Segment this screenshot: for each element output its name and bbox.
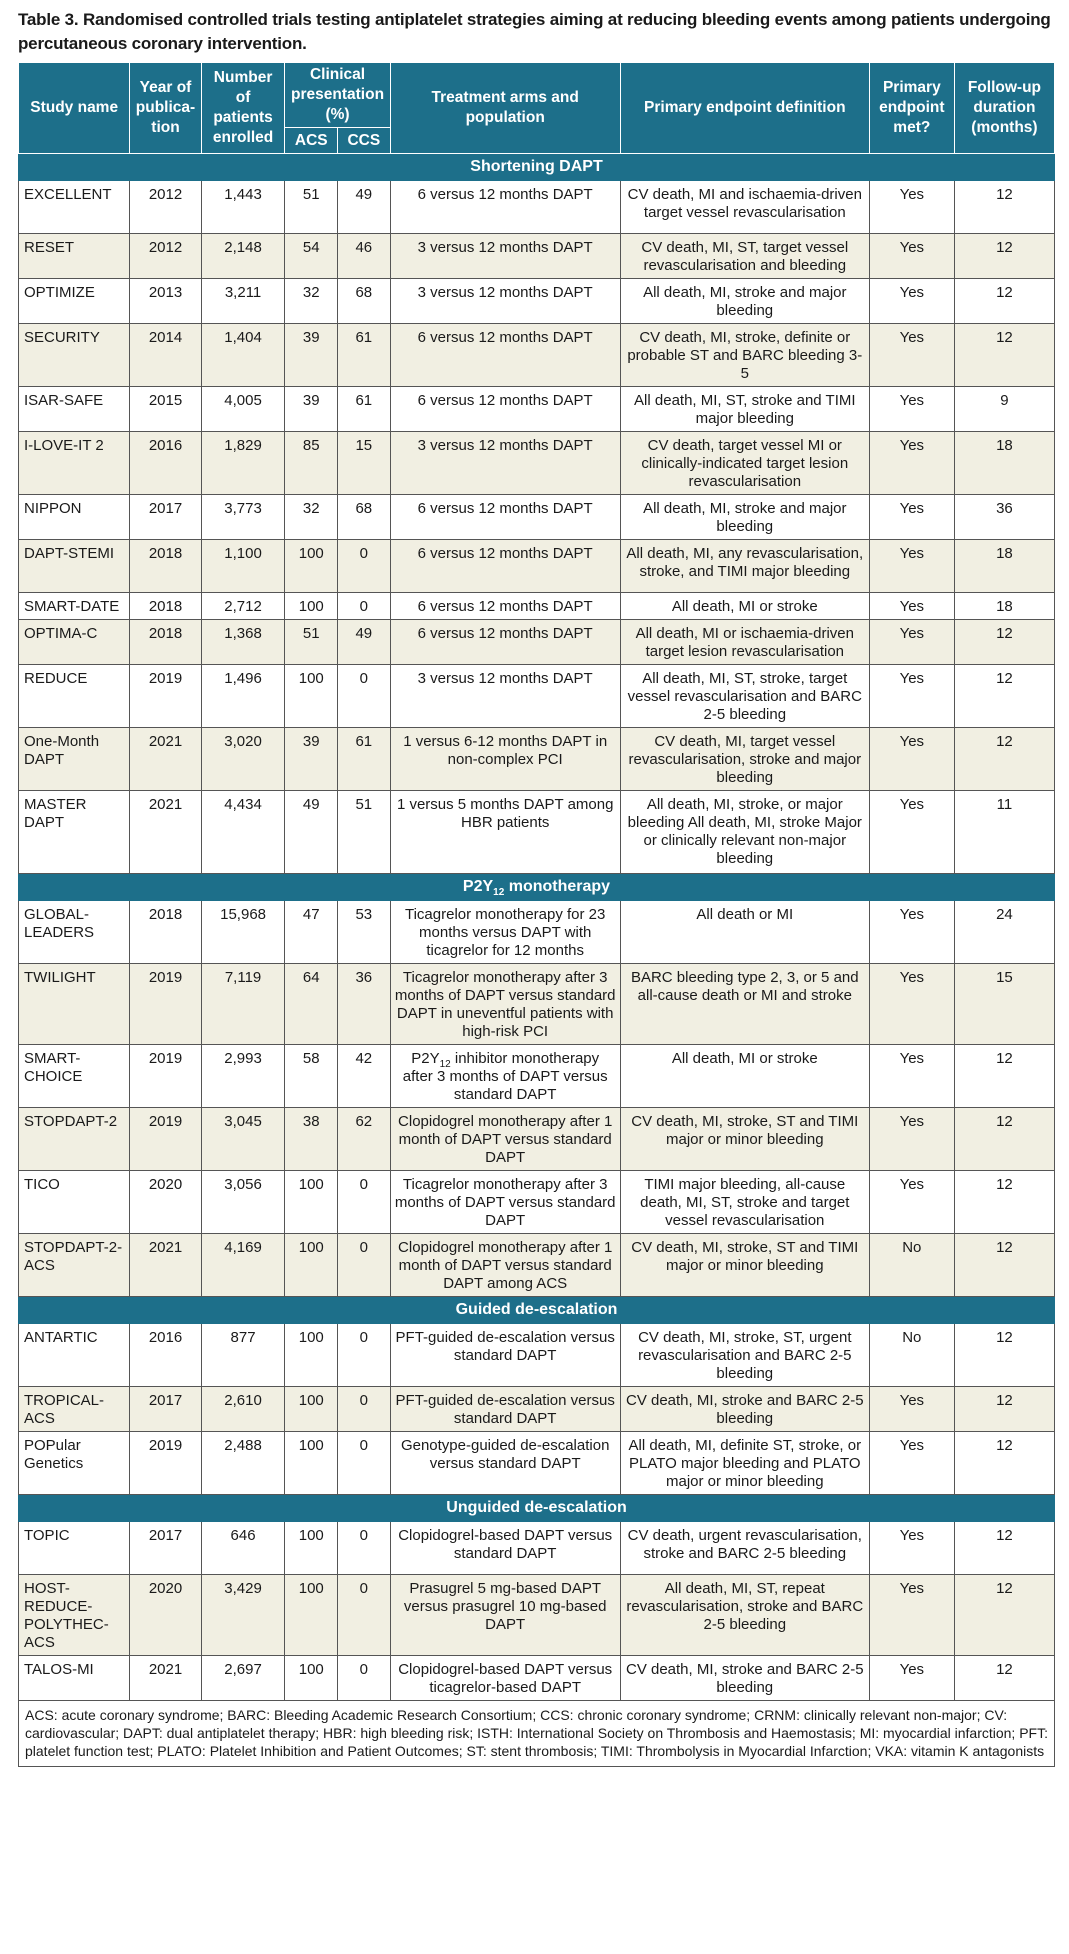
cell-acs: 100	[285, 593, 338, 620]
cell-endpoint-met: Yes	[869, 593, 954, 620]
cell-year: 2012	[130, 234, 201, 279]
cell-year: 2018	[130, 540, 201, 593]
table-row	[19, 1108, 1055, 1171]
cell-study-name: TWILIGHT	[19, 964, 130, 1045]
cell-treatment-arms: 3 versus 12 months DAPT	[390, 665, 620, 728]
cell-study-name: OPTIMA-C	[19, 620, 130, 665]
section-title: Guided de-escalation	[19, 1297, 1055, 1324]
cell-follow-up: 12	[954, 234, 1054, 279]
cell-acs: 100	[285, 1387, 338, 1432]
cell-acs: 64	[285, 964, 338, 1045]
cell-endpoint: All death, MI or ischaemia-driven target lesion revascularisation	[620, 620, 869, 665]
cell-study-name: NIPPON	[19, 495, 130, 540]
cell-year: 2021	[130, 1656, 201, 1701]
cell-ccs: 46	[338, 234, 391, 279]
cell-year: 2017	[130, 1522, 201, 1575]
cell-ccs: 0	[338, 593, 391, 620]
cell-patients: 1,368	[201, 620, 285, 665]
cell-ccs: 0	[338, 1234, 391, 1297]
cell-ccs: 61	[338, 324, 391, 387]
cell-ccs: 0	[338, 1656, 391, 1701]
header-number: Number of patients enrolled	[201, 63, 285, 154]
cell-ccs: 0	[338, 1522, 391, 1575]
cell-ccs: 51	[338, 791, 391, 874]
table-row	[19, 324, 1055, 387]
cell-endpoint-met: Yes	[869, 181, 954, 234]
cell-endpoint-met: Yes	[869, 964, 954, 1045]
cell-endpoint-met: Yes	[869, 901, 954, 964]
cell-patients: 1,100	[201, 540, 285, 593]
cell-patients: 877	[201, 1324, 285, 1387]
header-endpoint: Primary endpoint definition	[620, 63, 869, 154]
cell-treatment-arms: Ticagrelor monotherapy after 3 months of DAPT versus standard DAPT in uneventful patients with high-risk PCI	[390, 964, 620, 1045]
cell-acs: 58	[285, 1045, 338, 1108]
header-followup: Follow-up duration (months)	[954, 63, 1054, 154]
cell-treatment-arms: Clopidogrel-based DAPT versus ticagrelor-based DAPT	[390, 1656, 620, 1701]
cell-follow-up: 12	[954, 324, 1054, 387]
cell-study-name: MASTER DAPT	[19, 791, 130, 874]
cell-follow-up: 12	[954, 1171, 1054, 1234]
cell-ccs: 49	[338, 181, 391, 234]
cell-treatment-arms: 3 versus 12 months DAPT	[390, 234, 620, 279]
cell-patients: 3,773	[201, 495, 285, 540]
table-row	[19, 495, 1055, 540]
cell-follow-up: 18	[954, 432, 1054, 495]
cell-endpoint: All death, MI, ST, stroke, target vessel revascularisation and BARC 2-5 bleeding	[620, 665, 869, 728]
cell-endpoint: All death, MI or stroke	[620, 593, 869, 620]
cell-year: 2019	[130, 1108, 201, 1171]
table-row	[19, 234, 1055, 279]
table-row	[19, 1522, 1055, 1575]
cell-endpoint-met: Yes	[869, 1575, 954, 1656]
cell-patients: 2,712	[201, 593, 285, 620]
table-row	[19, 1171, 1055, 1234]
cell-ccs: 15	[338, 432, 391, 495]
cell-endpoint: CV death, MI, ST, target vessel revascularisation and bleeding	[620, 234, 869, 279]
section-title: Shortening DAPT	[19, 154, 1055, 181]
cell-endpoint-met: Yes	[869, 324, 954, 387]
cell-patients: 1,496	[201, 665, 285, 728]
header-met: Primary endpoint met?	[869, 63, 954, 154]
cell-study-name: ANTARTIC	[19, 1324, 130, 1387]
cell-patients: 3,211	[201, 279, 285, 324]
section-header	[19, 1495, 1055, 1522]
cell-ccs: 0	[338, 665, 391, 728]
cell-patients: 4,169	[201, 1234, 285, 1297]
cell-acs: 85	[285, 432, 338, 495]
table-row	[19, 1575, 1055, 1656]
cell-endpoint: CV death, MI, stroke, ST, urgent revascularisation and BARC 2-5 bleeding	[620, 1324, 869, 1387]
section-header	[19, 874, 1055, 901]
cell-acs: 100	[285, 1522, 338, 1575]
section-title: $P2Y_{12}$ monotherapy	[19, 874, 1055, 901]
cell-endpoint: All death, MI, ST, stroke and TIMI major bleeding	[620, 387, 869, 432]
cell-treatment-arms: PFT-guided de-escalation versus standard DAPT	[390, 1387, 620, 1432]
cell-treatment-arms: 6 versus 12 months DAPT	[390, 324, 620, 387]
cell-endpoint-met: No	[869, 1234, 954, 1297]
cell-year: 2021	[130, 728, 201, 791]
cell-acs: 51	[285, 620, 338, 665]
cell-follow-up: 18	[954, 540, 1054, 593]
cell-patients: 3,045	[201, 1108, 285, 1171]
cell-year: 2020	[130, 1575, 201, 1656]
cell-follow-up: 12	[954, 665, 1054, 728]
cell-endpoint-met: Yes	[869, 620, 954, 665]
cell-year: 2017	[130, 495, 201, 540]
table-row	[19, 1387, 1055, 1432]
cell-endpoint: All death, MI or stroke	[620, 1045, 869, 1108]
cell-endpoint: CV death, MI, target vessel revascularisation, stroke and major bleeding	[620, 728, 869, 791]
table-container	[18, 8, 1055, 1767]
cell-endpoint: All death or MI	[620, 901, 869, 964]
cell-ccs: 0	[338, 1324, 391, 1387]
cell-treatment-arms: 1 versus 6-12 months DAPT in non-complex PCI	[390, 728, 620, 791]
table-row	[19, 432, 1055, 495]
cell-ccs: 53	[338, 901, 391, 964]
cell-endpoint-met: Yes	[869, 728, 954, 791]
cell-endpoint-met: Yes	[869, 665, 954, 728]
cell-endpoint-met: Yes	[869, 1387, 954, 1432]
cell-study-name: ISAR-SAFE	[19, 387, 130, 432]
cell-study-name: One-Month DAPT	[19, 728, 130, 791]
cell-endpoint-met: Yes	[869, 234, 954, 279]
table-row	[19, 1045, 1055, 1108]
cell-acs: 32	[285, 279, 338, 324]
cell-year: 2018	[130, 901, 201, 964]
cell-endpoint: CV death, MI, stroke and BARC 2-5 bleeding	[620, 1387, 869, 1432]
header-acs: ACS	[285, 128, 338, 154]
cell-endpoint-met: Yes	[869, 432, 954, 495]
cell-ccs: 68	[338, 495, 391, 540]
cell-endpoint: CV death, MI, stroke and BARC 2-5 bleeding	[620, 1656, 869, 1701]
cell-ccs: 61	[338, 728, 391, 791]
cell-acs: 100	[285, 665, 338, 728]
cell-study-name: GLOBAL-LEADERS	[19, 901, 130, 964]
cell-study-name: STOPDAPT-2	[19, 1108, 130, 1171]
cell-acs: 39	[285, 728, 338, 791]
cell-treatment-arms: Clopidogrel monotherapy after 1 month of DAPT versus standard DAPT	[390, 1108, 620, 1171]
cell-study-name: HOST-REDUCE-POLYTHEC-ACS	[19, 1575, 130, 1656]
table-row	[19, 1234, 1055, 1297]
table-row	[19, 1432, 1055, 1495]
cell-treatment-arms: 1 versus 5 months DAPT among HBR patients	[390, 791, 620, 874]
cell-study-name: SECURITY	[19, 324, 130, 387]
trials-table	[18, 62, 1055, 1701]
cell-treatment-arms: 3 versus 12 months DAPT	[390, 432, 620, 495]
cell-study-name: SMART-DATE	[19, 593, 130, 620]
cell-follow-up: 36	[954, 495, 1054, 540]
table-row	[19, 1656, 1055, 1701]
cell-study-name: TROPICAL-ACS	[19, 1387, 130, 1432]
cell-acs: 100	[285, 1234, 338, 1297]
cell-acs: 100	[285, 1656, 338, 1701]
cell-year: 2013	[130, 279, 201, 324]
cell-patients: 3,429	[201, 1575, 285, 1656]
cell-treatment-arms: Ticagrelor monotherapy for 23 months versus DAPT with ticagrelor for 12 months	[390, 901, 620, 964]
cell-patients: 7,119	[201, 964, 285, 1045]
cell-patients: 2,993	[201, 1045, 285, 1108]
cell-study-name: REDUCE	[19, 665, 130, 728]
cell-endpoint-met: Yes	[869, 1432, 954, 1495]
table-row	[19, 620, 1055, 665]
cell-endpoint: All death, MI, stroke and major bleeding	[620, 279, 869, 324]
table-row	[19, 593, 1055, 620]
cell-study-name: SMART-CHOICE	[19, 1045, 130, 1108]
cell-treatment-arms: 6 versus 12 months DAPT	[390, 620, 620, 665]
cell-follow-up: 11	[954, 791, 1054, 874]
cell-follow-up: 24	[954, 901, 1054, 964]
cell-ccs: 0	[338, 540, 391, 593]
cell-acs: 100	[285, 540, 338, 593]
section-title: Unguided de-escalation	[19, 1495, 1055, 1522]
cell-endpoint-met: Yes	[869, 1108, 954, 1171]
cell-patients: 4,005	[201, 387, 285, 432]
cell-patients: 3,056	[201, 1171, 285, 1234]
cell-study-name: DAPT-STEMI	[19, 540, 130, 593]
cell-endpoint: CV death, MI, stroke, ST and TIMI major or minor bleeding	[620, 1234, 869, 1297]
cell-study-name: RESET	[19, 234, 130, 279]
cell-treatment-arms: PFT-guided de-escalation versus standard DAPT	[390, 1324, 620, 1387]
cell-patients: 3,020	[201, 728, 285, 791]
cell-endpoint: CV death, urgent revascularisation, stroke and BARC 2-5 bleeding	[620, 1522, 869, 1575]
cell-acs: 100	[285, 1171, 338, 1234]
cell-ccs: 0	[338, 1387, 391, 1432]
cell-ccs: 0	[338, 1432, 391, 1495]
cell-year: 2016	[130, 1324, 201, 1387]
cell-follow-up: 12	[954, 1575, 1054, 1656]
cell-year: 2019	[130, 665, 201, 728]
cell-follow-up: 12	[954, 1234, 1054, 1297]
cell-patients: 2,697	[201, 1656, 285, 1701]
table-row	[19, 728, 1055, 791]
cell-acs: 39	[285, 387, 338, 432]
cell-year: 2017	[130, 1387, 201, 1432]
cell-follow-up: 12	[954, 1522, 1054, 1575]
table-row	[19, 279, 1055, 324]
cell-ccs: 61	[338, 387, 391, 432]
cell-endpoint: TIMI major bleeding, all-cause death, MI, ST, stroke and target vessel revascularisation	[620, 1171, 869, 1234]
cell-year: 2020	[130, 1171, 201, 1234]
table-caption: Table 3. Randomised controlled trials testing antiplatelet strategies aiming at reducing bleeding events among patients undergoing percutaneous coronary intervention.	[18, 10, 1051, 53]
cell-year: 2014	[130, 324, 201, 387]
cell-patients: 1,404	[201, 324, 285, 387]
table-header	[19, 63, 1055, 154]
cell-year: 2016	[130, 432, 201, 495]
cell-treatment-arms: $P2Y_{12}$ inhibitor monotherapy after 3 months of DAPT versus standard DAPT	[390, 1045, 620, 1108]
cell-endpoint-met: Yes	[869, 1171, 954, 1234]
table-row	[19, 540, 1055, 593]
cell-treatment-arms: 6 versus 12 months DAPT	[390, 593, 620, 620]
cell-acs: 39	[285, 324, 338, 387]
cell-study-name: STOPDAPT-2-ACS	[19, 1234, 130, 1297]
cell-ccs: 49	[338, 620, 391, 665]
cell-follow-up: 15	[954, 964, 1054, 1045]
cell-acs: 47	[285, 901, 338, 964]
cell-year: 2019	[130, 1432, 201, 1495]
header-year: Year of publica-tion	[130, 63, 201, 154]
cell-endpoint: All death, MI, ST, repeat revascularisation, stroke and BARC 2-5 bleeding	[620, 1575, 869, 1656]
table-row	[19, 387, 1055, 432]
table-row	[19, 791, 1055, 874]
cell-patients: 4,434	[201, 791, 285, 874]
cell-ccs: 62	[338, 1108, 391, 1171]
cell-endpoint: CV death, MI and ischaemia-driven target vessel revascularisation	[620, 181, 869, 234]
cell-endpoint-met: No	[869, 1324, 954, 1387]
cell-follow-up: 12	[954, 279, 1054, 324]
cell-ccs: 42	[338, 1045, 391, 1108]
table-row	[19, 964, 1055, 1045]
cell-year: 2021	[130, 1234, 201, 1297]
cell-follow-up: 18	[954, 593, 1054, 620]
cell-acs: 100	[285, 1324, 338, 1387]
cell-patients: 2,148	[201, 234, 285, 279]
cell-treatment-arms: 6 versus 12 months DAPT	[390, 181, 620, 234]
cell-follow-up: 12	[954, 1387, 1054, 1432]
cell-endpoint: All death, MI, any revascularisation, stroke, and TIMI major bleeding	[620, 540, 869, 593]
cell-endpoint: CV death, MI, stroke, ST and TIMI major or minor bleeding	[620, 1108, 869, 1171]
cell-endpoint-met: Yes	[869, 495, 954, 540]
footnote: ACS: acute coronary syndrome; BARC: Bleeding Academic Research Consortium; CCS: chronic coronary syndrome; CRNM: clinically relevant non-major; CV: cardiovascular; DAPT: dual antiplatelet therapy; HBR: high bleeding risk; ISTH: International Society on Thrombosis and Haemostasis; MI: myocardial infarction; PFT: platelet function test; PLATO: Platelet Inhibition and Patient Outcomes; ST: stent thrombosis; TIMI: Thrombolysis in Myocardial Infarction; VKA: vitamin K antagonists	[18, 1701, 1055, 1767]
cell-follow-up: 12	[954, 1108, 1054, 1171]
cell-follow-up: 12	[954, 1656, 1054, 1701]
cell-treatment-arms: 3 versus 12 months DAPT	[390, 279, 620, 324]
cell-treatment-arms: 6 versus 12 months DAPT	[390, 540, 620, 593]
cell-endpoint-met: Yes	[869, 387, 954, 432]
cell-ccs: 36	[338, 964, 391, 1045]
cell-endpoint-met: Yes	[869, 1045, 954, 1108]
cell-study-name: TOPIC	[19, 1522, 130, 1575]
cell-ccs: 68	[338, 279, 391, 324]
cell-year: 2018	[130, 593, 201, 620]
cell-endpoint-met: Yes	[869, 1656, 954, 1701]
cell-endpoint: CV death, MI, stroke, definite or probable ST and BARC bleeding 3-5	[620, 324, 869, 387]
cell-acs: 49	[285, 791, 338, 874]
cell-patients: 1,443	[201, 181, 285, 234]
cell-study-name: EXCELLENT	[19, 181, 130, 234]
cell-treatment-arms: Prasugrel 5 mg-based DAPT versus prasugrel 10 mg-based DAPT	[390, 1575, 620, 1656]
cell-treatment-arms: Ticagrelor monotherapy after 3 months of DAPT versus standard DAPT	[390, 1171, 620, 1234]
cell-endpoint-met: Yes	[869, 1522, 954, 1575]
cell-treatment-arms: 6 versus 12 months DAPT	[390, 495, 620, 540]
cell-acs: 38	[285, 1108, 338, 1171]
cell-study-name: OPTIMIZE	[19, 279, 130, 324]
cell-year: 2019	[130, 964, 201, 1045]
cell-endpoint: All death, MI, definite ST, stroke, or PLATO major bleeding and PLATO major or minor bleeding	[620, 1432, 869, 1495]
header-ccs: CCS	[338, 128, 391, 154]
cell-follow-up: 9	[954, 387, 1054, 432]
section-header	[19, 1297, 1055, 1324]
section-header	[19, 154, 1055, 181]
cell-treatment-arms: Clopidogrel-based DAPT versus standard DAPT	[390, 1522, 620, 1575]
cell-acs: 51	[285, 181, 338, 234]
table-row	[19, 1324, 1055, 1387]
cell-patients: 15,968	[201, 901, 285, 964]
cell-endpoint: All death, MI, stroke, or major bleeding All death, MI, stroke Major or clinically relevant non-major bleeding	[620, 791, 869, 874]
cell-acs: 100	[285, 1432, 338, 1495]
table-row	[19, 901, 1055, 964]
header-clinical: Clinical presentation (%)	[285, 63, 390, 128]
cell-patients: 2,610	[201, 1387, 285, 1432]
cell-patients: 1,829	[201, 432, 285, 495]
cell-year: 2012	[130, 181, 201, 234]
cell-acs: 54	[285, 234, 338, 279]
table-body	[19, 154, 1055, 1701]
cell-study-name: TALOS-MI	[19, 1656, 130, 1701]
cell-acs: 100	[285, 1575, 338, 1656]
header-study: Study name	[19, 63, 130, 154]
cell-treatment-arms: Genotype-guided de-escalation versus standard DAPT	[390, 1432, 620, 1495]
cell-study-name: POPular Genetics	[19, 1432, 130, 1495]
cell-endpoint: BARC bleeding type 2, 3, or 5 and all-cause death or MI and stroke	[620, 964, 869, 1045]
cell-year: 2021	[130, 791, 201, 874]
cell-acs: 32	[285, 495, 338, 540]
header-arms: Treatment arms and population	[390, 63, 620, 154]
cell-year: 2019	[130, 1045, 201, 1108]
cell-follow-up: 12	[954, 1045, 1054, 1108]
cell-patients: 646	[201, 1522, 285, 1575]
cell-endpoint: All death, MI, stroke and major bleeding	[620, 495, 869, 540]
cell-follow-up: 12	[954, 1432, 1054, 1495]
table-row	[19, 665, 1055, 728]
cell-endpoint-met: Yes	[869, 279, 954, 324]
cell-treatment-arms: 6 versus 12 months DAPT	[390, 387, 620, 432]
cell-endpoint-met: Yes	[869, 540, 954, 593]
cell-follow-up: 12	[954, 181, 1054, 234]
cell-treatment-arms: Clopidogrel monotherapy after 1 month of DAPT versus standard DAPT among ACS	[390, 1234, 620, 1297]
cell-ccs: 0	[338, 1575, 391, 1656]
cell-year: 2015	[130, 387, 201, 432]
cell-follow-up: 12	[954, 620, 1054, 665]
cell-patients: 2,488	[201, 1432, 285, 1495]
cell-study-name: TICO	[19, 1171, 130, 1234]
cell-ccs: 0	[338, 1171, 391, 1234]
cell-endpoint-met: Yes	[869, 791, 954, 874]
cell-follow-up: 12	[954, 728, 1054, 791]
cell-year: 2018	[130, 620, 201, 665]
cell-study-name: I-LOVE-IT 2	[19, 432, 130, 495]
cell-endpoint: CV death, target vessel MI or clinically-indicated target lesion revascularisation	[620, 432, 869, 495]
cell-follow-up: 12	[954, 1324, 1054, 1387]
table-row	[19, 181, 1055, 234]
